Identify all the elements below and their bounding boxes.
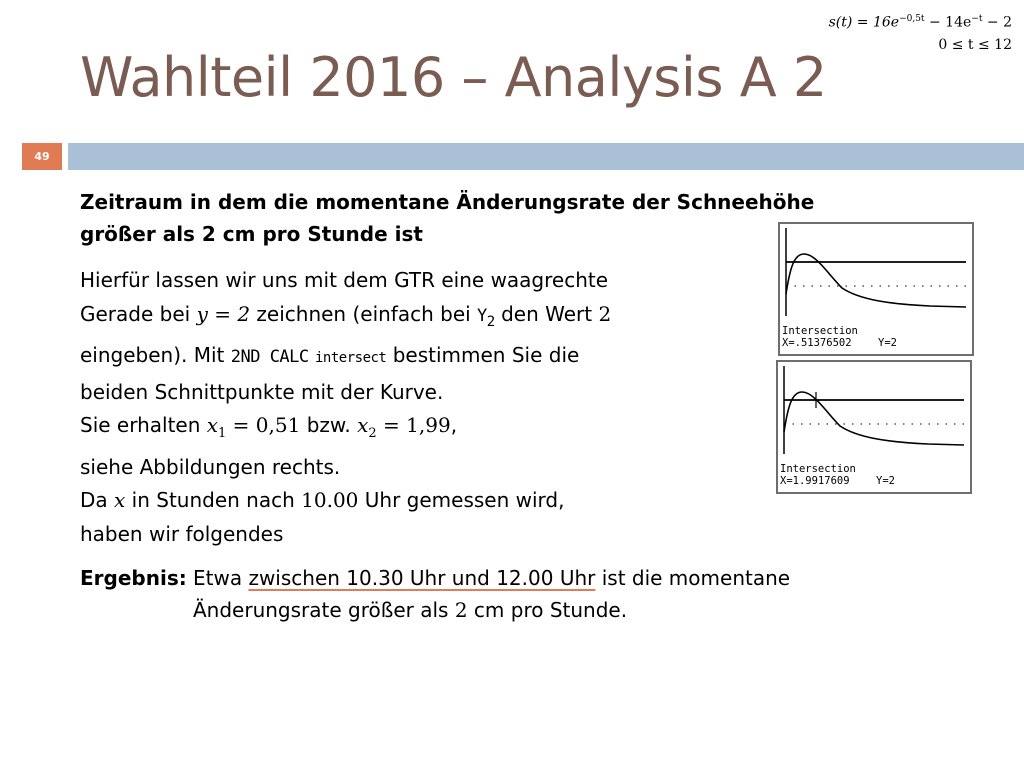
- body-line: beiden Schnittpunkte mit der Kurve.: [80, 379, 444, 404]
- cursor-cross-icon: [812, 392, 820, 408]
- intersection-y-value: Y=2: [878, 337, 897, 349]
- result-block: [80, 562, 980, 626]
- body-line: Da x in Stunden nach 10.00 Uhr gemessen wird,: [80, 488, 565, 512]
- calculator-graph-1: [780, 224, 972, 354]
- slide-number: 49: [22, 143, 62, 170]
- section-heading: Zeitraum in dem die momentane Änderungsrate der Schneehöhe größer als 2 cm pro Stunde ist: [80, 190, 815, 246]
- title-divider-bar: [68, 143, 1024, 170]
- calculator-graph-2: [778, 362, 970, 492]
- body-line: Gerade bei y = 2 zeichnen (einfach bei $Y_2$ den Wert 2: [80, 301, 612, 330]
- intersection-y-value: Y=2: [876, 475, 895, 487]
- intersection-label: Intersection: [780, 463, 856, 475]
- result-line-2: Änderungsrate größer als 2 cm pro Stunde.: [193, 598, 628, 622]
- body-line: Hierfür lassen wir uns mit dem GTR eine waagrechte: [80, 268, 609, 292]
- body-line: siehe Abbildungen rechts.: [80, 454, 341, 479]
- body-line: Sie erhalten $x_1 = 0,51$ bzw. $x_2 = 1,99$,: [80, 413, 458, 441]
- slide-title: Wahlteil 2016 – Analysis A 2: [80, 46, 827, 109]
- intersection-x-value: X=.51376502: [782, 337, 852, 349]
- result-label: Ergebnis:: [80, 566, 187, 590]
- body-line: eingeben). Mit 2ND CALC intersect bestimmen Sie die: [80, 343, 580, 367]
- result-highlight: zwischen 10.30 Uhr und 12.00 Uhr: [248, 566, 596, 590]
- body-line: haben wir folgendes: [80, 521, 284, 546]
- calculator-screen-2: [776, 360, 972, 494]
- formula-line-2: 0 ≤ t ≤ 12: [938, 36, 1012, 53]
- intersection-label: Intersection: [782, 325, 858, 337]
- intersection-x-value: X=1.9917609: [780, 475, 850, 487]
- body-text: [80, 264, 720, 551]
- result-line-1: Ergebnis: Etwa zwischen 10.30 Uhr und 12.00 Uhr ist die momentane: [80, 562, 980, 594]
- calculator-screen-1: [778, 222, 974, 356]
- formula-line-1: $s(t) = 16e^{-0,5t} - 14e^{-t} - 2$: [828, 14, 1012, 31]
